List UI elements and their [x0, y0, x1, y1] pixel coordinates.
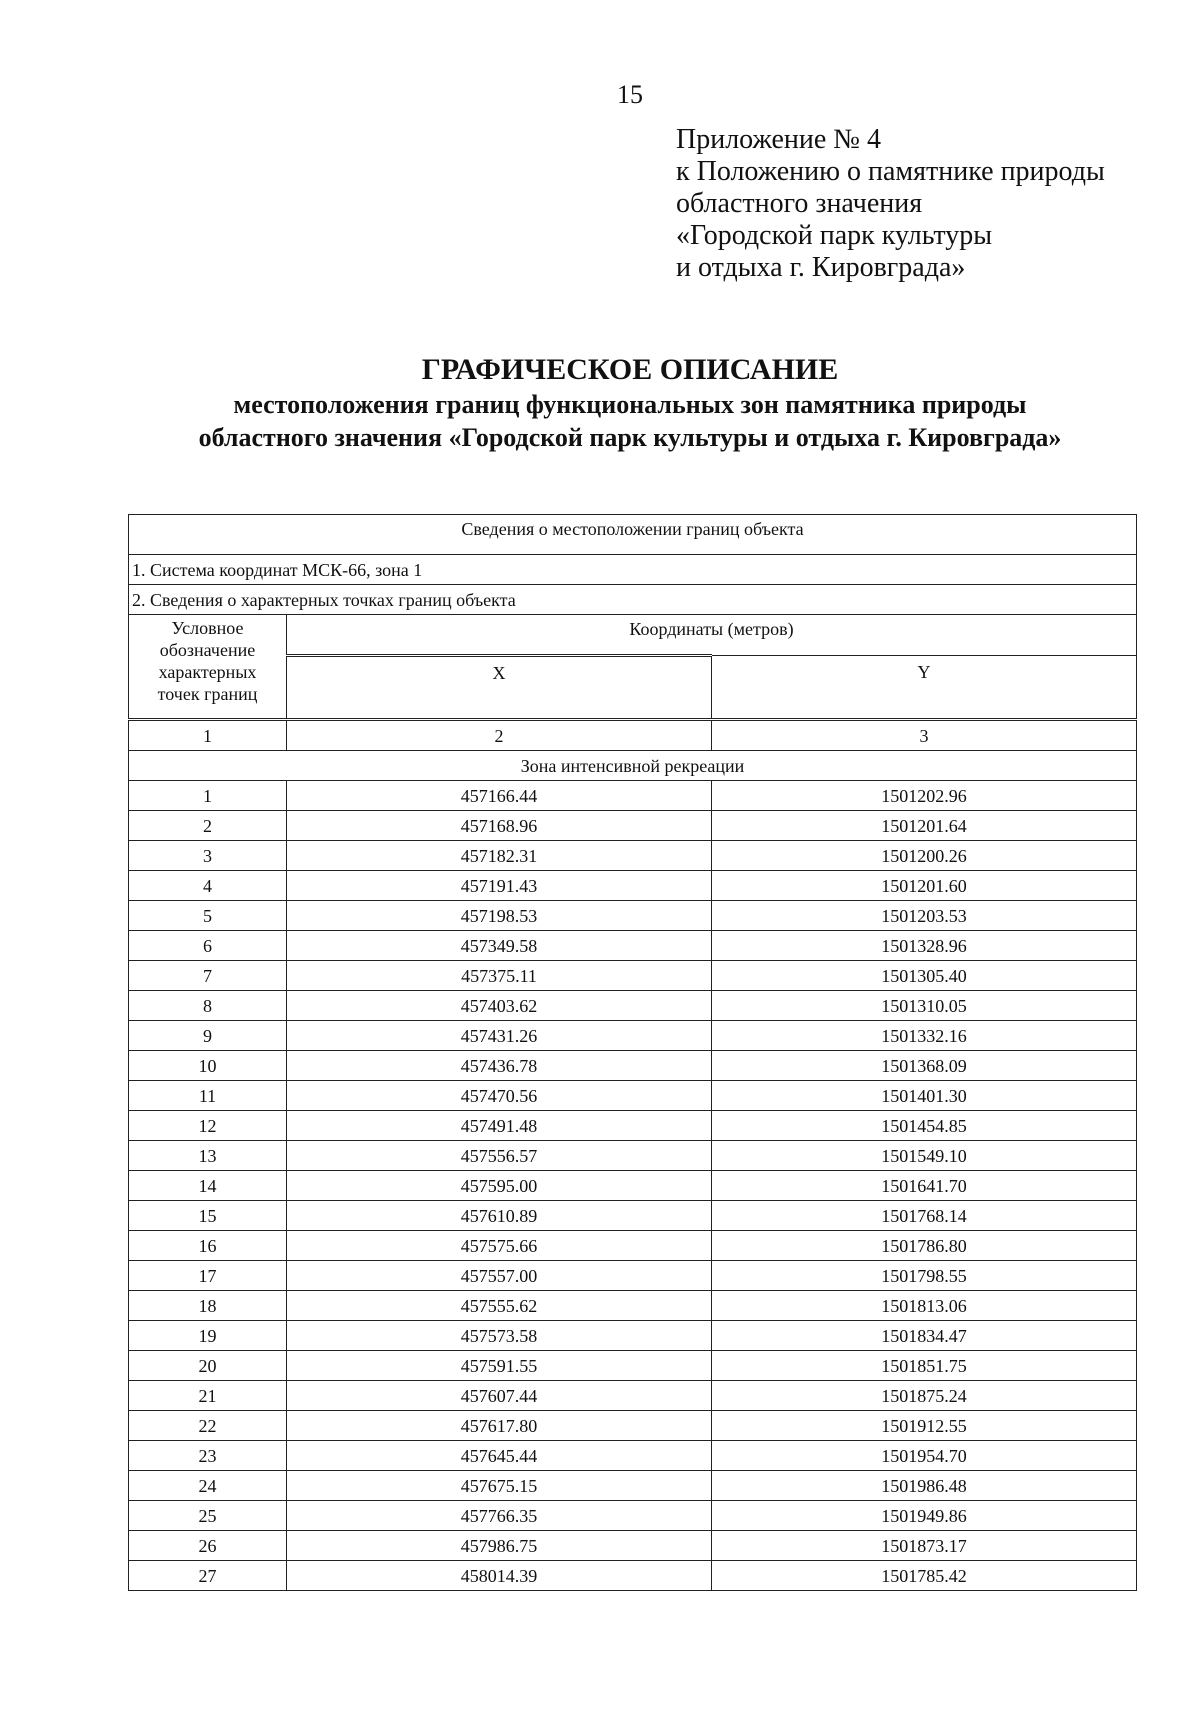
x-coordinate: 457610.89: [287, 1201, 712, 1231]
table-row: [129, 871, 1137, 901]
y-coordinate: 1501813.06: [712, 1291, 1137, 1321]
table-row: [129, 1531, 1137, 1561]
y-coordinate: 1501201.64: [712, 811, 1137, 841]
table-row: [129, 1471, 1137, 1501]
x-coordinate: 457595.00: [287, 1171, 712, 1201]
table-row: [129, 1261, 1137, 1291]
y-coordinate: 1501454.85: [712, 1111, 1137, 1141]
x-coordinate: 457591.55: [287, 1351, 712, 1381]
x-coordinate: 457766.35: [287, 1501, 712, 1531]
title-subtitle: местоположения границ функциональных зон памятника природы: [233, 390, 1027, 419]
x-coordinate: 457675.15: [287, 1471, 712, 1501]
x-coordinate: 457168.96: [287, 811, 712, 841]
y-coordinate: 1501200.26: [712, 841, 1137, 871]
point-number: 12: [129, 1111, 287, 1141]
point-number: 9: [129, 1021, 287, 1051]
designation-line: Условное: [171, 618, 244, 638]
point-number: 11: [129, 1081, 287, 1111]
y-coordinate: 1501834.47: [712, 1321, 1137, 1351]
y-coordinate: 1501873.17: [712, 1531, 1137, 1561]
table-row: [129, 1201, 1137, 1231]
y-coordinate: 1501912.55: [712, 1411, 1137, 1441]
appendix-line: Приложение № 4: [676, 124, 881, 155]
x-header: X: [287, 656, 712, 720]
x-coordinate: 457431.26: [287, 1021, 712, 1051]
table-row: [129, 1141, 1137, 1171]
x-coordinate: 457607.44: [287, 1381, 712, 1411]
x-coordinate: 457403.62: [287, 991, 712, 1021]
document-title: [0, 352, 1200, 454]
x-coordinate: 457166.44: [287, 781, 712, 811]
x-coordinate: 457349.58: [287, 931, 712, 961]
y-coordinate: 1501201.60: [712, 871, 1137, 901]
point-number: 16: [129, 1231, 287, 1261]
point-number: 7: [129, 961, 287, 991]
point-number: 26: [129, 1531, 287, 1561]
y-coordinate: 1501641.70: [712, 1171, 1137, 1201]
point-number: 27: [129, 1561, 287, 1591]
y-coordinate: 1501328.96: [712, 931, 1137, 961]
point-number: 3: [129, 841, 287, 871]
points-info-row: [129, 585, 1137, 615]
appendix-line: областного значения: [676, 188, 923, 219]
point-number: 13: [129, 1141, 287, 1171]
table-row: [129, 931, 1137, 961]
x-coordinate: 457375.11: [287, 961, 712, 991]
table-row: [129, 1291, 1137, 1321]
coordinates-header: Координаты (метров): [287, 615, 1137, 656]
y-coordinate: 1501786.80: [712, 1231, 1137, 1261]
x-coordinate: 457617.80: [287, 1411, 712, 1441]
x-coordinate: 457573.58: [287, 1321, 712, 1351]
page-number: 15: [617, 80, 643, 109]
table-header-row: [129, 515, 1137, 555]
x-coordinate: 457491.48: [287, 1111, 712, 1141]
appendix-line: и отдыха г. Кировграда»: [676, 252, 966, 283]
table-row: [129, 1021, 1137, 1051]
column-number: 3: [712, 720, 1137, 751]
y-coordinate: 1501768.14: [712, 1201, 1137, 1231]
y-coordinate: 1501986.48: [712, 1471, 1137, 1501]
y-coordinate: 1501875.24: [712, 1381, 1137, 1411]
zone-title: Зона интенсивной рекреации: [129, 751, 1137, 781]
y-coordinate: 1501954.70: [712, 1441, 1137, 1471]
y-coordinate: 1501798.55: [712, 1261, 1137, 1291]
point-number: 24: [129, 1471, 287, 1501]
x-coordinate: 457182.31: [287, 841, 712, 871]
point-number: 8: [129, 991, 287, 1021]
point-number: 19: [129, 1321, 287, 1351]
coord-system-row: [129, 555, 1137, 585]
designation-line: обозначение: [159, 640, 256, 660]
designation-line: точек границ: [157, 684, 258, 704]
point-number: 20: [129, 1351, 287, 1381]
column-number-row: [129, 720, 1137, 751]
point-number: 6: [129, 931, 287, 961]
x-coordinate: 457986.75: [287, 1531, 712, 1561]
table-row: [129, 1051, 1137, 1081]
table-row: [129, 1171, 1137, 1201]
column-number: 1: [129, 720, 287, 751]
table-row: [129, 811, 1137, 841]
table-row: [129, 991, 1137, 1021]
x-coordinate: 457555.62: [287, 1291, 712, 1321]
table-row: [129, 1501, 1137, 1531]
table-row: [129, 841, 1137, 871]
table-row: [129, 1381, 1137, 1411]
point-number: 1: [129, 781, 287, 811]
column-number: 2: [287, 720, 712, 751]
y-coordinate: 1501203.53: [712, 901, 1137, 931]
zone-title-row: [129, 751, 1137, 781]
x-coordinate: 457557.00: [287, 1261, 712, 1291]
designation-header: [129, 615, 287, 720]
x-coordinate: 458014.39: [287, 1561, 712, 1591]
table-header: Сведения о местоположении границ объекта: [129, 515, 1137, 555]
table-row: [129, 1411, 1137, 1441]
point-number: 21: [129, 1381, 287, 1411]
point-number: 2: [129, 811, 287, 841]
y-coordinate: 1501851.75: [712, 1351, 1137, 1381]
point-number: 18: [129, 1291, 287, 1321]
x-coordinate: 457470.56: [287, 1081, 712, 1111]
x-coordinate: 457575.66: [287, 1231, 712, 1261]
table-row: [129, 781, 1137, 811]
title-main: ГРАФИЧЕСКОЕ ОПИСАНИЕ: [421, 353, 839, 386]
x-coordinate: 457198.53: [287, 901, 712, 931]
column-header-row: [129, 615, 1137, 656]
x-coordinate: 457436.78: [287, 1051, 712, 1081]
point-number: 22: [129, 1411, 287, 1441]
y-header: Y: [712, 656, 1137, 720]
designation-line: характерных: [158, 662, 257, 682]
table-row: [129, 961, 1137, 991]
x-coordinate: 457645.44: [287, 1441, 712, 1471]
point-number: 4: [129, 871, 287, 901]
x-coordinate: 457191.43: [287, 871, 712, 901]
point-number: 10: [129, 1051, 287, 1081]
table-row: [129, 1441, 1137, 1471]
point-number: 25: [129, 1501, 287, 1531]
title-subtitle: областного значения «Городской парк культуры и отдыха г. Кировграда»: [198, 423, 1062, 452]
y-coordinate: 1501549.10: [712, 1141, 1137, 1171]
table-row: [129, 1351, 1137, 1381]
y-coordinate: 1501368.09: [712, 1051, 1137, 1081]
y-coordinate: 1501949.86: [712, 1501, 1137, 1531]
coord-system: 1. Система координат МСК-66, зона 1: [129, 555, 1137, 585]
table-row: [129, 1081, 1137, 1111]
y-coordinate: 1501202.96: [712, 781, 1137, 811]
point-number: 23: [129, 1441, 287, 1471]
point-number: 15: [129, 1201, 287, 1231]
point-number: 17: [129, 1261, 287, 1291]
coordinates-table: [128, 514, 1137, 1591]
appendix-line: «Городской парк культуры: [676, 220, 993, 251]
points-info: 2. Сведения о характерных точках границ объекта: [129, 585, 1137, 615]
table-row: [129, 1321, 1137, 1351]
y-coordinate: 1501305.40: [712, 961, 1137, 991]
appendix-line: к Положению о памятнике природы: [676, 156, 1105, 187]
appendix-block: [676, 124, 1105, 284]
y-coordinate: 1501785.42: [712, 1561, 1137, 1591]
y-coordinate: 1501401.30: [712, 1081, 1137, 1111]
point-number: 14: [129, 1171, 287, 1201]
table-row: [129, 1561, 1137, 1591]
y-coordinate: 1501332.16: [712, 1021, 1137, 1051]
point-number: 5: [129, 901, 287, 931]
y-coordinate: 1501310.05: [712, 991, 1137, 1021]
table-row: [129, 1231, 1137, 1261]
x-coordinate: 457556.57: [287, 1141, 712, 1171]
table-row: [129, 1111, 1137, 1141]
table-row: [129, 901, 1137, 931]
